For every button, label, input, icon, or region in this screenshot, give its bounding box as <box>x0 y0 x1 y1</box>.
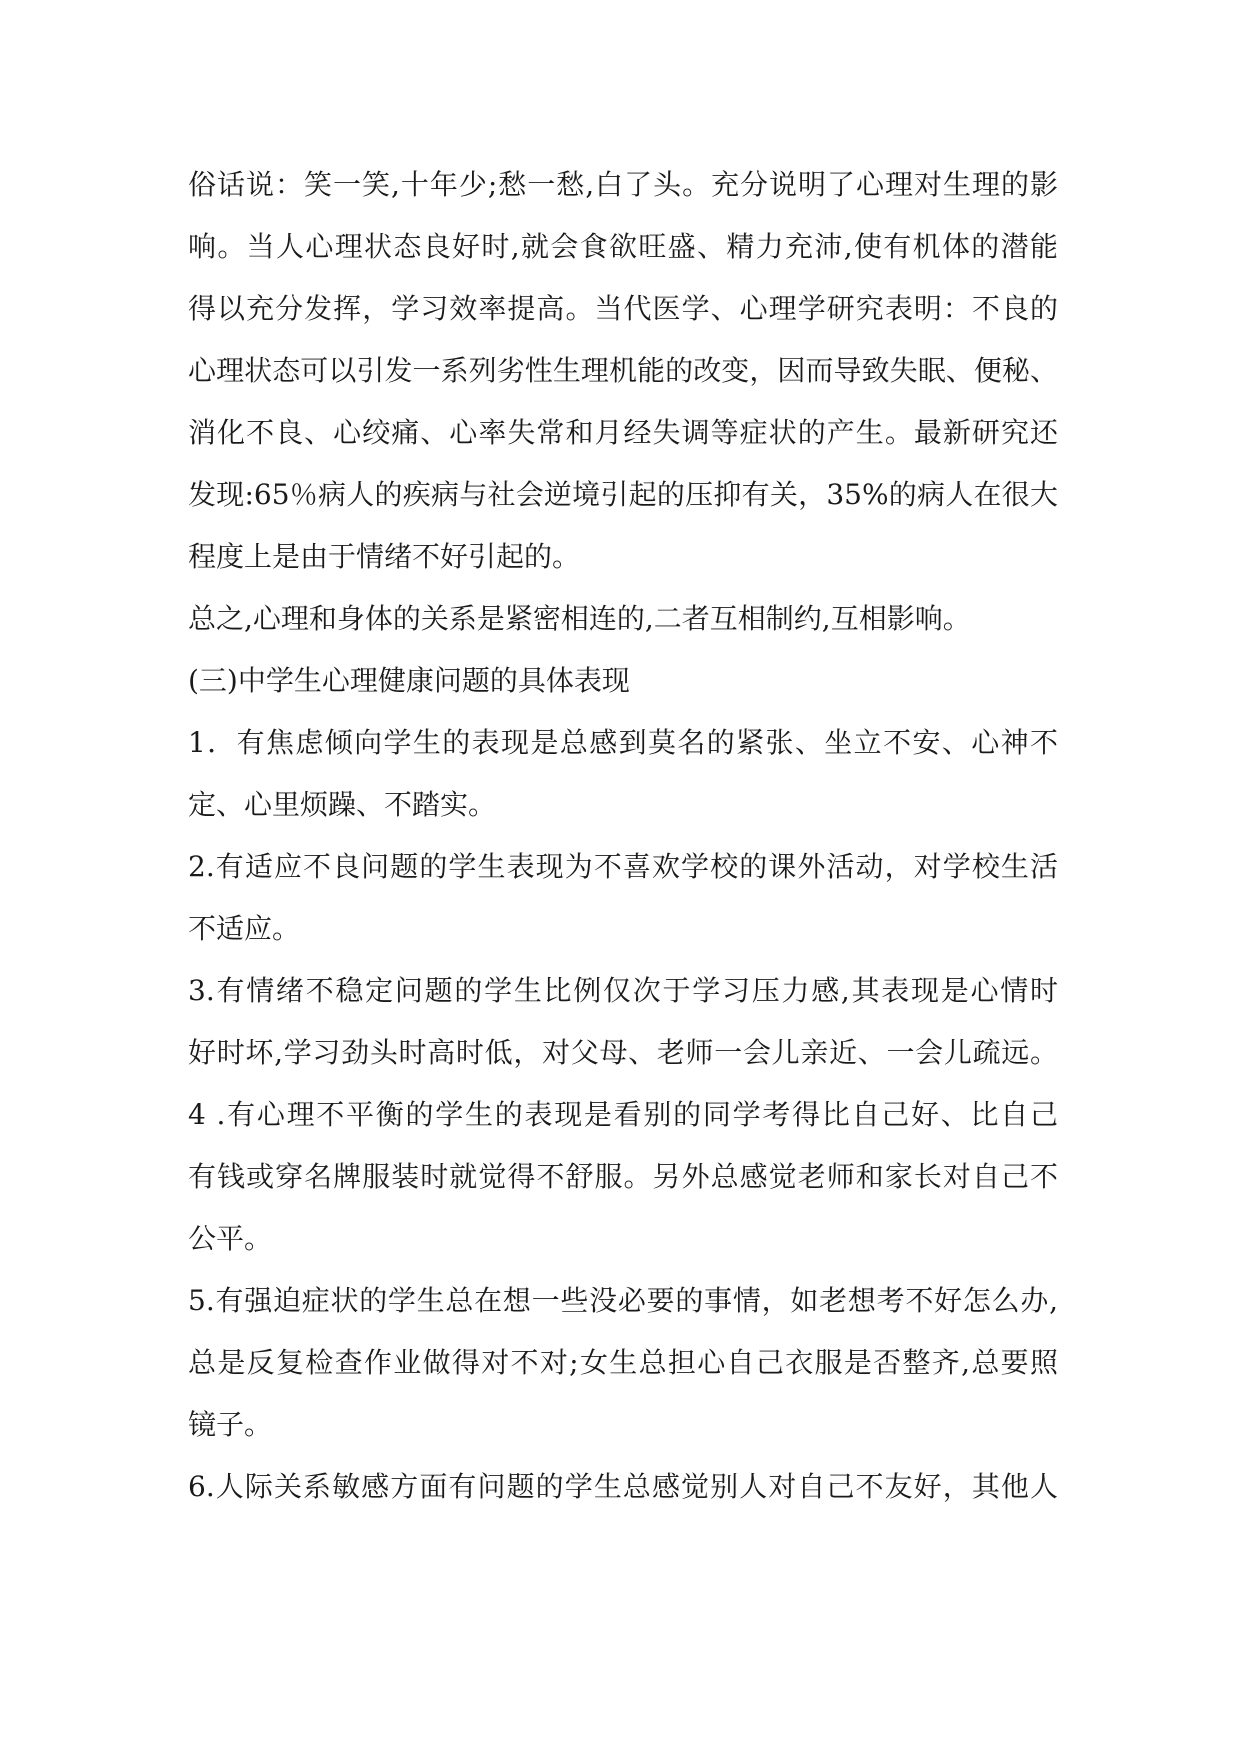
text-line-4: 心理状态可以引发一系列劣性生理机能的改变，因而导致失眠、便秘、 <box>188 354 1058 387</box>
text-line-8: 总之,心理和身体的关系是紧密相连的,二者互相制约,互相影响。 <box>188 602 971 635</box>
text-line-14: 3.有情绪不稳定问题的学生比例仅次于学习压力感,其表现是心情时 <box>188 974 1058 1007</box>
text-line-17: 有钱或穿名牌服装时就觉得不舒服。另外总感觉老师和家长对自己不 <box>188 1160 1058 1193</box>
text-line-10: 1．有焦虑倾向学生的表现是总感到莫名的紧张、坐立不安、心神不 <box>188 726 1058 759</box>
text-line-13: 不适应。 <box>188 912 301 945</box>
text-line-16: 4 .有心理不平衡的学生的表现是看别的同学考得比自己好、比自己 <box>188 1098 1058 1131</box>
text-line-22: 6.人际关系敏感方面有问题的学生总感觉别人对自己不友好，其他人 <box>188 1470 1058 1503</box>
text-line-3: 得以充分发挥，学习效率提高。当代医学、心理学研究表明：不良的 <box>188 292 1058 325</box>
text-line-5: 消化不良、心绞痛、心率失常和月经失调等症状的产生。最新研究还 <box>188 416 1058 449</box>
text-line-19: 5.有强迫症状的学生总在想一些没必要的事情，如老想考不好怎么办, <box>188 1284 1058 1317</box>
text-line-6: 发现:65％病人的疾病与社会逆境引起的压抑有关，35%的病人在很大 <box>188 478 1058 511</box>
text-line-15: 好时坏,学习劲头时高时低，对父母、老师一会儿亲近、一会儿疏远。 <box>188 1036 1058 1069</box>
text-line-20: 总是反复检查作业做得对不对;女生总担心自己衣服是否整齐,总要照 <box>188 1346 1058 1379</box>
text-line-1: 俗话说：笑一笑,十年少;愁一愁,白了头。充分说明了心理对生理的影 <box>188 168 1058 201</box>
text-line-21: 镜子。 <box>188 1408 273 1441</box>
text-line-11: 定、心里烦躁、不踏实。 <box>188 788 497 821</box>
text-line-2: 响。当人心理状态良好时,就会食欲旺盛、精力充沛,使有机体的潜能 <box>188 230 1058 263</box>
section-heading: (三)中学生心理健康问题的具体表现 <box>188 664 630 697</box>
text-line-18: 公平。 <box>188 1222 273 1255</box>
text-line-7: 程度上是由于情绪不好引起的。 <box>188 540 581 573</box>
text-line-12: 2.有适应不良问题的学生表现为不喜欢学校的课外活动，对学校生活 <box>188 850 1058 883</box>
